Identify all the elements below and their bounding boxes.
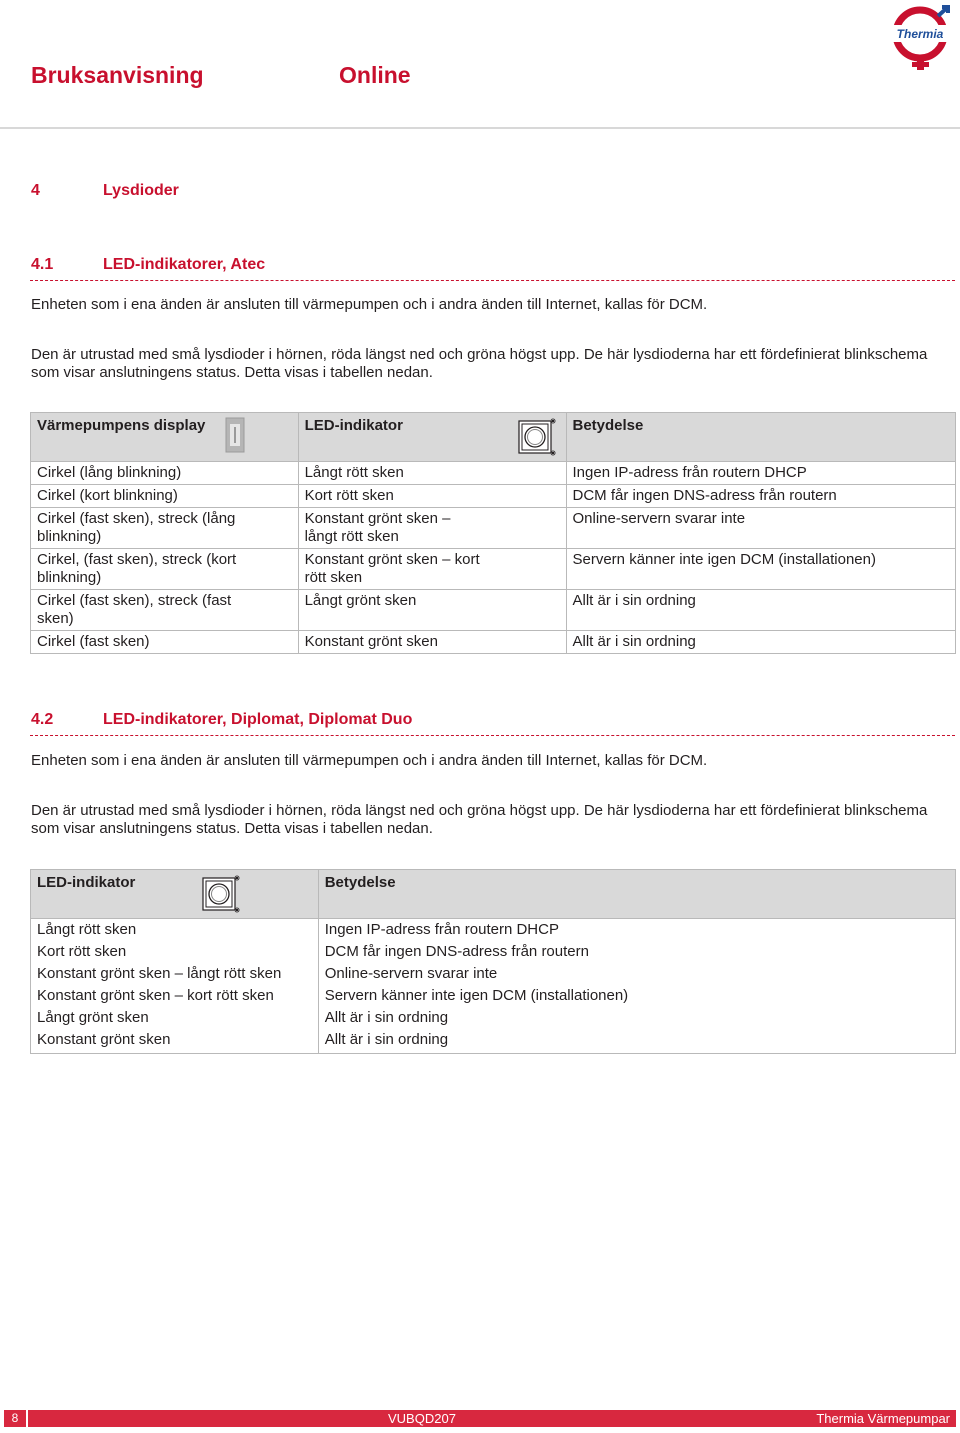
column-header: LED-indikator	[298, 413, 566, 462]
table-cell: Konstant grönt sken – kort rött sken	[31, 985, 319, 1007]
table-cell: Allt är i sin ordning	[318, 1029, 955, 1054]
column-header: Värmepumpens display	[31, 413, 299, 462]
table-cell: Allt är i sin ordning	[318, 1007, 955, 1029]
table-cell: DCM får ingen DNS-adress från routern	[318, 941, 955, 963]
table-cell: Ingen IP-adress från routern DHCP	[566, 462, 956, 485]
subsection-heading: LED-indikatorer, Atec	[103, 256, 266, 273]
table-row	[31, 941, 956, 963]
subsection-heading: LED-indikatorer, Diplomat, Diplomat Duo	[103, 711, 413, 728]
table-cell: Online-servern svarar inte	[318, 963, 955, 985]
table-cell: Konstant grönt sken – kort rött sken	[298, 549, 566, 590]
table-cell: Cirkel (fast sken)	[31, 631, 299, 654]
page-number: 8	[4, 1410, 26, 1427]
table-cell: Online-servern svarar inte	[566, 508, 956, 549]
table-row	[31, 919, 956, 942]
dcm-led-icon	[517, 417, 557, 462]
column-header: LED-indikator	[31, 870, 319, 919]
table-cell: Kort rött sken	[298, 485, 566, 508]
table-cell: Cirkel, (fast sken), streck (kort blinkning)	[31, 549, 299, 590]
table-cell: Allt är i sin ordning	[566, 631, 956, 654]
doc-title: Bruksanvisning	[31, 62, 204, 88]
table-cell: Konstant grönt sken	[298, 631, 566, 654]
table-row	[31, 1007, 956, 1029]
table-cell: Kort rött sken	[31, 941, 319, 963]
table-row	[31, 985, 956, 1007]
table-row	[31, 485, 956, 508]
table-cell: Cirkel (fast sken), streck (fast sken)	[31, 590, 299, 631]
table-cell: Ingen IP-adress från routern DHCP	[318, 919, 955, 942]
table-cell: Långt grönt sken	[31, 1007, 319, 1029]
table-cell: Långt grönt sken	[298, 590, 566, 631]
table-cell: Servern känner inte igen DCM (installationen)	[566, 549, 956, 590]
subsection-number: 4.1	[31, 256, 54, 273]
document-code: VUBQD207	[388, 1411, 456, 1426]
section-heading: Lysdioder	[103, 182, 179, 199]
paragraph: Den är utrustad med små lysdioder i hörnen, röda längst ned och gröna högst upp. De här lysdioderna har ett fördefinierat blinkschema	[31, 346, 928, 363]
table-row	[31, 963, 956, 985]
display-icon	[225, 417, 245, 458]
doc-section-title: Online	[339, 62, 411, 88]
table-cell: Cirkel (fast sken), streck (lång blinkning)	[31, 508, 299, 549]
table-cell: Konstant grönt sken – långt rött sken	[298, 508, 566, 549]
logo-text: Thermia	[896, 27, 944, 41]
table-cell: Konstant grönt sken – långt rött sken	[31, 963, 319, 985]
paragraph: Enheten som i ena änden är ansluten till värmepumpen och i andra änden till Internet, kallas för DCM.	[31, 752, 708, 769]
table-row	[31, 1029, 956, 1054]
paragraph: som visar anslutningens status. Detta visas i tabellen nedan.	[31, 820, 433, 837]
subsection-divider	[30, 735, 955, 736]
subsection-number: 4.2	[31, 711, 54, 728]
led-table-atec	[30, 412, 956, 654]
table-row	[31, 549, 956, 590]
subsection-divider	[30, 280, 955, 281]
table-row	[31, 462, 956, 485]
table-row	[31, 590, 956, 631]
thermia-logo	[886, 4, 954, 72]
footer-brand: Thermia Värmepumpar	[816, 1411, 950, 1426]
dcm-led-icon	[201, 874, 241, 919]
led-table-diplomat	[30, 869, 956, 1054]
header-divider	[0, 127, 960, 129]
table-cell: Cirkel (lång blinkning)	[31, 462, 299, 485]
column-header: Betydelse	[318, 870, 955, 919]
paragraph: Enheten som i ena änden är ansluten till värmepumpen och i andra änden till Internet, kallas för DCM.	[31, 296, 708, 313]
table-header-row	[31, 870, 956, 919]
table-cell: Cirkel (kort blinkning)	[31, 485, 299, 508]
table-cell: Allt är i sin ordning	[566, 590, 956, 631]
section-number: 4	[31, 182, 40, 199]
table-cell: Långt rött sken	[31, 919, 319, 942]
paragraph: som visar anslutningens status. Detta visas i tabellen nedan.	[31, 364, 433, 381]
table-cell: Servern känner inte igen DCM (installationen)	[318, 985, 955, 1007]
paragraph: Den är utrustad med små lysdioder i hörnen, röda längst ned och gröna högst upp. De här lysdioderna har ett fördefinierat blinkschema	[31, 802, 928, 819]
table-cell: Konstant grönt sken	[31, 1029, 319, 1054]
table-row	[31, 631, 956, 654]
column-header: Betydelse	[566, 413, 956, 462]
table-header-row	[31, 413, 956, 462]
table-row	[31, 508, 956, 549]
table-cell: DCM får ingen DNS-adress från routern	[566, 485, 956, 508]
table-cell: Långt rött sken	[298, 462, 566, 485]
